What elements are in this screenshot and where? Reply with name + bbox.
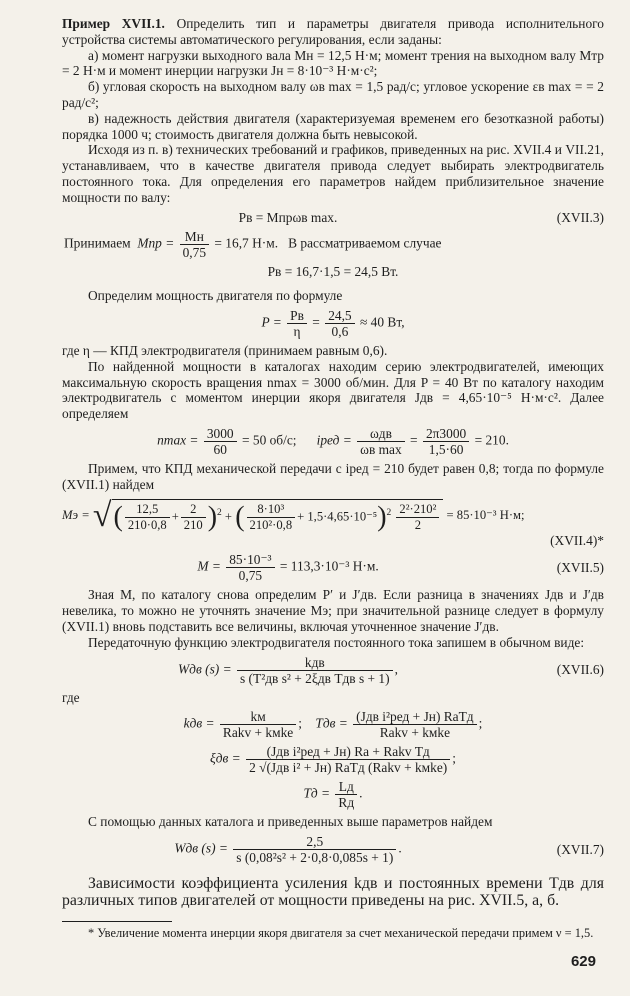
example-intro	[62, 16, 604, 48]
footnote-divider	[62, 921, 172, 922]
footnote: * Увеличение момента инерции якоря двигателя за счет механической передачи примем ν = 1,5.	[88, 926, 594, 941]
equation-number: (XVII.3)	[556, 209, 604, 225]
accept-tail: В рассматриваемом случае	[288, 235, 442, 251]
equation-motor-power: P = $\frac{Pв}{\eta}$ = $\frac{24,5}{0,6}$ ≈ 40 Вт,	[261, 307, 405, 339]
equation-number-xvii-4: (XVII.4)*	[550, 532, 604, 548]
power-shaft-value: Pв = 16,7·1,5 = 24,5 Вт.	[267, 264, 399, 280]
equation-xvii-4: Mэ = √( $\frac{12,5}{210\cdot 0,8}$ + $\frac{2}{210}$ )$^2$ + ( $\frac{\text{8·10³}}{\text{210²·0,8}}$ + 1,5·4,65·10⁻⁵)$^2$ $\frac{\text{2²·210²}}{2}$ = 85·10⁻³ Н·м;	[62, 496, 525, 534]
paragraph-catalog-data: С помощью данных каталога и приведенных выше параметров найдем	[88, 814, 493, 830]
power-shaft-line	[62, 264, 604, 280]
sqrt-body: ( $\frac{12,5}{210\cdot 0,8}$ + $\frac{2}{210}$ )$^2$ + ( $\frac{\text{8·10³}}{\text{210²·0,8}}$ + 1,5·4,65·10⁻⁵)$^2$ $\frac{\text{2²·210²}}{2}$	[112, 499, 444, 533]
paragraph-transfer-function: Передаточную функцию электродвигателя постоянного тока запишем в обычном виде:	[88, 634, 585, 650]
condition-c: в) надежность действия двигателя (характеризуемая временем его безотказной работы) порядка 1000 ч; стоимость двигателя должна быть невысокой.	[62, 110, 604, 142]
equation-k-t: kдв = $\frac{kм}{\text{Rakv + kмke}}$ ; Tдв = $\frac{\text{(Jдв i²ред + Jн) RaTд}}{\text{Rakv + kмke}}$ ;	[183, 709, 483, 741]
power-fraction-2: $\frac{24,5}{0,6}$	[325, 308, 354, 339]
accept-lhs: Mпр =	[137, 235, 175, 251]
accept-text: Принимаем	[64, 235, 131, 251]
speed-fraction: $\frac{3000}{60}$	[204, 426, 237, 457]
paragraph-efficiency: Примем, что КПД механической передачи с iред = 210 будет равен 0,8; тогда по формуле (XVII.1) найдем	[62, 460, 604, 492]
paragraph-motor-power: Определим мощность двигателя по формуле	[88, 288, 343, 304]
equation-xi: ξдв = $\frac{\text{(Jдв i²ред + Jн) Ra + Rakv Tд}}{\text{2 √(Jдв i² + Jн) RaTд (Rakv + kмke)}}$ ;	[210, 744, 456, 776]
equation-body: Pв = Mпрωв max.	[238, 209, 338, 225]
condition-b: б) угловая скорость на выходном валу ωв max = 1,5 рад/с; угловое ускорение εв max = = 2 рад/с²;	[62, 79, 604, 110]
equation-xvii-3	[62, 210, 604, 226]
accept-rhs: = 16,7 Н·м.	[214, 235, 279, 251]
paragraph-catalog: По найденной мощности в каталогах находим серию электродвигателей, имеющих максимальную скорость вращения nmax = 3000 об/мин. Для P = 40 Вт по каталогу находим электродвигатель с моментом инерции якоря двигателя Jдв = 4,65·10⁻⁵ Н·м·с². Далее определяем	[62, 358, 604, 422]
paragraph-refine: Зная M, по каталогу снова определим P′ и J′дв. Если разница в значениях Jдв и J′дв невелика, то можно не уточнять значение Mэ; при значительной разнице следует в формулу (XVII.1) вновь подставить все величины, включая уточненное значение J′дв.	[62, 587, 604, 634]
accept-moment-line	[62, 229, 604, 260]
equation-td: Tд = $\frac{Lд}{Rд}$ .	[303, 779, 363, 811]
condition-a: а) момент нагрузки выходного вала Mн = 12,5 Н·м; момент трения на выходном валу Mтр = 2 Н·м и момент инерции нагрузки Jн = 8·10⁻³ Н·м·с²;	[62, 47, 604, 79]
equation-xvii-7: Wдв (s) = $\frac{2,5}{\text{s (0,08²s² + 2·0,8·0,085s + 1)}}$ . (XVII.7)	[174, 834, 604, 866]
equation-xvii-6: Wдв (s) = $\frac{\text{kдв}}{\text{s (T²дв s² + 2ξдв Tдв s + 1)}}$ , (XVII.6)	[178, 654, 604, 686]
paragraph-requirements: Исходя из п. в) технических требований и графиков, приведенных на рис. XVII.4 и VII.21, устанавливаем, что в качестве двигателя привода следует выбирать электродвигатель постоянного тока. Для определения его параметров найдем приблизительное значение мощности по валу:	[62, 142, 604, 205]
sqrt-sign: √	[92, 496, 112, 534]
where-label: где	[62, 689, 80, 705]
page-number: 629	[570, 953, 596, 970]
power-fraction-1: $\frac{Pв}{\eta}$	[287, 308, 307, 339]
example-intro-text: Определить тип и параметры двигателя привода исполнительного устройства системы автоматического регулирования, если заданы:	[62, 16, 604, 47]
ratio-fraction-2: $\frac{2\pi 3000}{1,5\cdot 60}$	[423, 426, 469, 457]
paragraph-dependencies: Зависимости коэффициента усиления kдв и постоянных времени Tдв для различных типов двигателей от мощности приведены на рис. XVII.5, а, б.	[62, 875, 604, 910]
ratio-fraction-1: $\frac{\text{ωдв}}{\text{ωв max}}$	[357, 426, 405, 457]
equation-xvii-5: M = $\frac{\text{85·10⁻³}}{0,75}$ = 113,3·10⁻³ Н·м. (XVII.5)	[197, 552, 604, 584]
accept-fraction: $\frac{Mн}{0,75}$	[180, 229, 209, 260]
where-eta: где η — КПД электродвигателя (принимаем равным 0,6).	[62, 342, 388, 358]
example-title: Пример XVII.1.	[62, 16, 165, 31]
equation-speed-ratio: nmax = $\frac{3000}{60}$ = 50 об/с; iред = $\frac{\text{ωдв}}{\text{ωв max}}$ = $\frac{2\pi 3000}{1,5\cdot 60}$ = 210.	[157, 425, 509, 457]
